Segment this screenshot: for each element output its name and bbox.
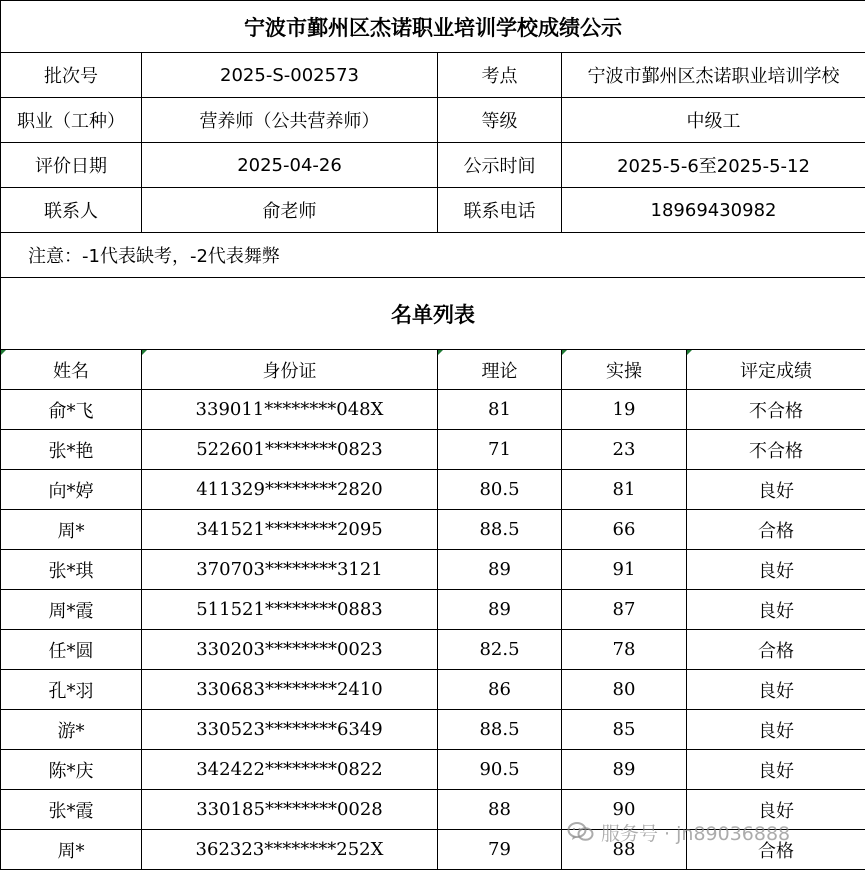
info-row-job	[1, 98, 865, 143]
row-grade: 良好	[687, 710, 865, 750]
row-theory: 88	[438, 790, 562, 830]
table-row	[1, 710, 865, 750]
job-label: 职业（工种）	[1, 98, 142, 143]
row-name: 张*艳	[1, 430, 142, 470]
column-header-practice: 实操	[562, 350, 687, 390]
phone-label: 联系电话	[438, 188, 562, 233]
row-name: 向*婷	[1, 470, 142, 510]
row-theory: 90.5	[438, 750, 562, 790]
note-text: 注意：-1代表缺考，-2代表舞弊	[1, 233, 865, 278]
row-id: 370703********3121	[142, 550, 438, 590]
row-id: 339011********048X	[142, 390, 438, 430]
site-label: 考点	[438, 53, 562, 98]
row-grade: 良好	[687, 670, 865, 710]
row-grade: 良好	[687, 550, 865, 590]
row-theory: 88.5	[438, 710, 562, 750]
row-practice: 89	[562, 750, 687, 790]
row-id: 330185********0028	[142, 790, 438, 830]
row-theory: 86	[438, 670, 562, 710]
info-row-contact	[1, 188, 865, 233]
job-value: 营养师（公共营养师）	[142, 98, 438, 143]
row-name: 周*霞	[1, 590, 142, 630]
table-row	[1, 590, 865, 630]
row-practice: 80	[562, 670, 687, 710]
row-practice: 23	[562, 430, 687, 470]
row-practice: 19	[562, 390, 687, 430]
row-id: 341521********2095	[142, 510, 438, 550]
batch-label: 批次号	[1, 53, 142, 98]
row-practice: 91	[562, 550, 687, 590]
row-name: 俞*飞	[1, 390, 142, 430]
row-name: 张*霞	[1, 790, 142, 830]
row-grade: 良好	[687, 590, 865, 630]
row-name: 周*	[1, 830, 142, 870]
column-header-theory: 理论	[438, 350, 562, 390]
publicity-value: 2025-5-6至2025-5-12	[562, 143, 865, 188]
row-grade: 良好	[687, 750, 865, 790]
row-theory: 88.5	[438, 510, 562, 550]
row-grade: 良好	[687, 470, 865, 510]
table-row	[1, 470, 865, 510]
row-theory: 71	[438, 430, 562, 470]
table-row	[1, 430, 865, 470]
table-header	[1, 350, 865, 390]
column-header-name: 姓名	[1, 350, 142, 390]
row-id: 362323********252X	[142, 830, 438, 870]
row-theory: 89	[438, 590, 562, 630]
column-header-grade: 评定成绩	[687, 350, 865, 390]
row-id: 411329********2820	[142, 470, 438, 510]
batch-value: 2025-S-002573	[142, 53, 438, 98]
table-row	[1, 550, 865, 590]
row-grade: 合格	[687, 510, 865, 550]
row-theory: 82.5	[438, 630, 562, 670]
table-row	[1, 670, 865, 710]
row-practice: 81	[562, 470, 687, 510]
row-name: 游*	[1, 710, 142, 750]
eval-date-value: 2025-04-26	[142, 143, 438, 188]
row-name: 任*圆	[1, 630, 142, 670]
row-name: 周*	[1, 510, 142, 550]
row-name: 陈*庆	[1, 750, 142, 790]
row-practice: 90	[562, 790, 687, 830]
row-id: 342422********0822	[142, 750, 438, 790]
row-grade: 不合格	[687, 390, 865, 430]
phone-value: 18969430982	[562, 188, 865, 233]
row-theory: 81	[438, 390, 562, 430]
contact-value: 俞老师	[142, 188, 438, 233]
table-row	[1, 830, 865, 870]
table-row	[1, 790, 865, 830]
list-title: 名单列表	[1, 278, 865, 350]
row-practice: 88	[562, 830, 687, 870]
row-theory: 89	[438, 550, 562, 590]
publicity-label: 公示时间	[438, 143, 562, 188]
info-row-batch	[1, 53, 865, 98]
row-id: 330523********6349	[142, 710, 438, 750]
table-row	[1, 750, 865, 790]
row-practice: 85	[562, 710, 687, 750]
level-value: 中级工	[562, 98, 865, 143]
row-practice: 87	[562, 590, 687, 630]
row-name: 张*琪	[1, 550, 142, 590]
row-grade: 合格	[687, 630, 865, 670]
level-label: 等级	[438, 98, 562, 143]
page-title: 宁波市鄞州区杰诺职业培训学校成绩公示	[1, 1, 865, 53]
table-row	[1, 630, 865, 670]
eval-date-label: 评价日期	[1, 143, 142, 188]
row-theory: 79	[438, 830, 562, 870]
row-grade: 不合格	[687, 430, 865, 470]
column-header-id: 身份证	[142, 350, 438, 390]
row-id: 330683********2410	[142, 670, 438, 710]
row-id: 330203********0023	[142, 630, 438, 670]
row-theory: 80.5	[438, 470, 562, 510]
row-grade: 良好	[687, 790, 865, 830]
watermark-text: 服务号 · jn89036888	[601, 819, 790, 846]
info-row-date	[1, 143, 865, 188]
row-practice: 78	[562, 630, 687, 670]
row-grade: 合格	[687, 830, 865, 870]
row-id: 522601********0823	[142, 430, 438, 470]
contact-label: 联系人	[1, 188, 142, 233]
table-row	[1, 390, 865, 430]
row-name: 孔*羽	[1, 670, 142, 710]
site-value: 宁波市鄞州区杰诺职业培训学校	[562, 53, 865, 98]
table-row	[1, 510, 865, 550]
row-id: 511521********0883	[142, 590, 438, 630]
row-practice: 66	[562, 510, 687, 550]
